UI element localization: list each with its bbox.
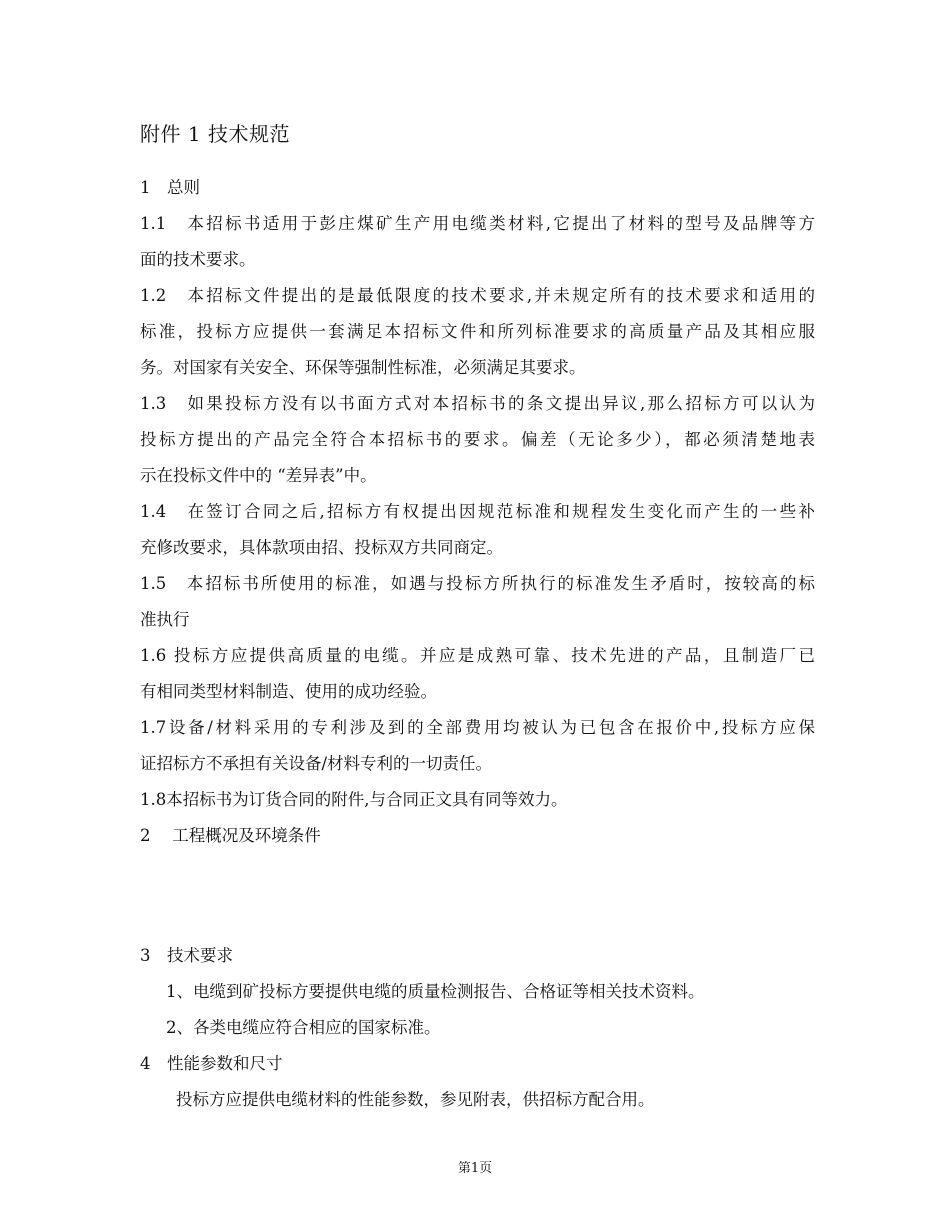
clause-1-3-line-1: 1.3 如果投标方没有以书面方式对本招标书的条文提出异议,那么招标方可以认为 <box>140 394 815 413</box>
section-3-heading: 3 技术要求 <box>140 946 233 965</box>
clause-1-2-line-1: 1.2 本招标文件提出的是最低限度的技术要求,并未规定所有的技术要求和适用的 <box>140 286 815 305</box>
clause-1-1-line-1: 1.1 本招标书适用于彭庄煤矿生产用电缆类材料,它提出了材料的型号及品牌等方 <box>140 214 815 233</box>
clause-1-4-line-2: 充修改要求，具体款项由招、投标双方共同商定。 <box>140 538 503 557</box>
clause-1-4-line-1: 1.4 在签订合同之后,招标方有权提出因规范标准和规程发生变化而产生的一些补 <box>140 502 815 521</box>
clause-1-7-line-1: 1.7设备/材料采用的专利涉及到的全部费用均被认为已包含在报价中,投标方应保 <box>140 718 815 737</box>
clause-1-6-line-1: 1.6 投标方应提供高质量的电缆。并应是成熟可靠、技术先进的产品，且制造厂已 <box>140 646 815 665</box>
clause-1-8: 1.8本招标书为订货合同的附件,与合同正文具有同等效力。 <box>140 790 568 809</box>
section-4-heading: 4 性能参数和尺寸 <box>140 1054 283 1073</box>
page-number: 第1页 <box>457 1161 493 1176</box>
section-3-item-2: 2、各类电缆应符合相应的国家标准。 <box>166 1018 441 1037</box>
clause-1-5-line-1: 1.5 本招标书所使用的标准，如遇与投标方所执行的标准发生矛盾时，按较高的标 <box>140 574 815 593</box>
section-1-heading: 1 总则 <box>140 178 200 197</box>
document-body <box>140 170 815 854</box>
clause-1-2-line-2: 标准，投标方应提供一套满足本招标文件和所列标准要求的高质量产品及其相应服 <box>140 322 815 341</box>
clause-1-2-line-3: 务。对国家有关安全、环保等强制性标准，必须满足其要求。 <box>140 358 586 377</box>
clause-1-5-line-2: 准执行 <box>140 610 190 629</box>
section-2-heading: 2 工程概况及环境条件 <box>140 826 321 845</box>
section-3-item-1: 1、电缆到矿投标方要提供电缆的质量检测报告、合格证等相关技术资料。 <box>166 982 705 1001</box>
clause-1-6-line-2: 有相同类型材料制造、使用的成功经验。 <box>140 682 437 701</box>
section-4-text: 投标方应提供电缆材料的性能参数，参见附表，供招标方配合用。 <box>176 1090 655 1109</box>
clause-1-7-line-2: 证招标方不承担有关设备/材料专利的一切责任。 <box>140 754 493 773</box>
clause-1-3-line-2: 投标方提出的产品完全符合本招标书的要求。偏差（无论多少），都必须清楚地表 <box>140 430 815 449</box>
clause-1-1-line-2: 面的技术要求。 <box>140 250 256 269</box>
clause-1-3-line-3: 示在投标文件中的 “差异表”中。 <box>140 466 377 485</box>
document-body-lower <box>140 938 815 1118</box>
page-title: 附件 1 技术规范 <box>140 122 290 146</box>
